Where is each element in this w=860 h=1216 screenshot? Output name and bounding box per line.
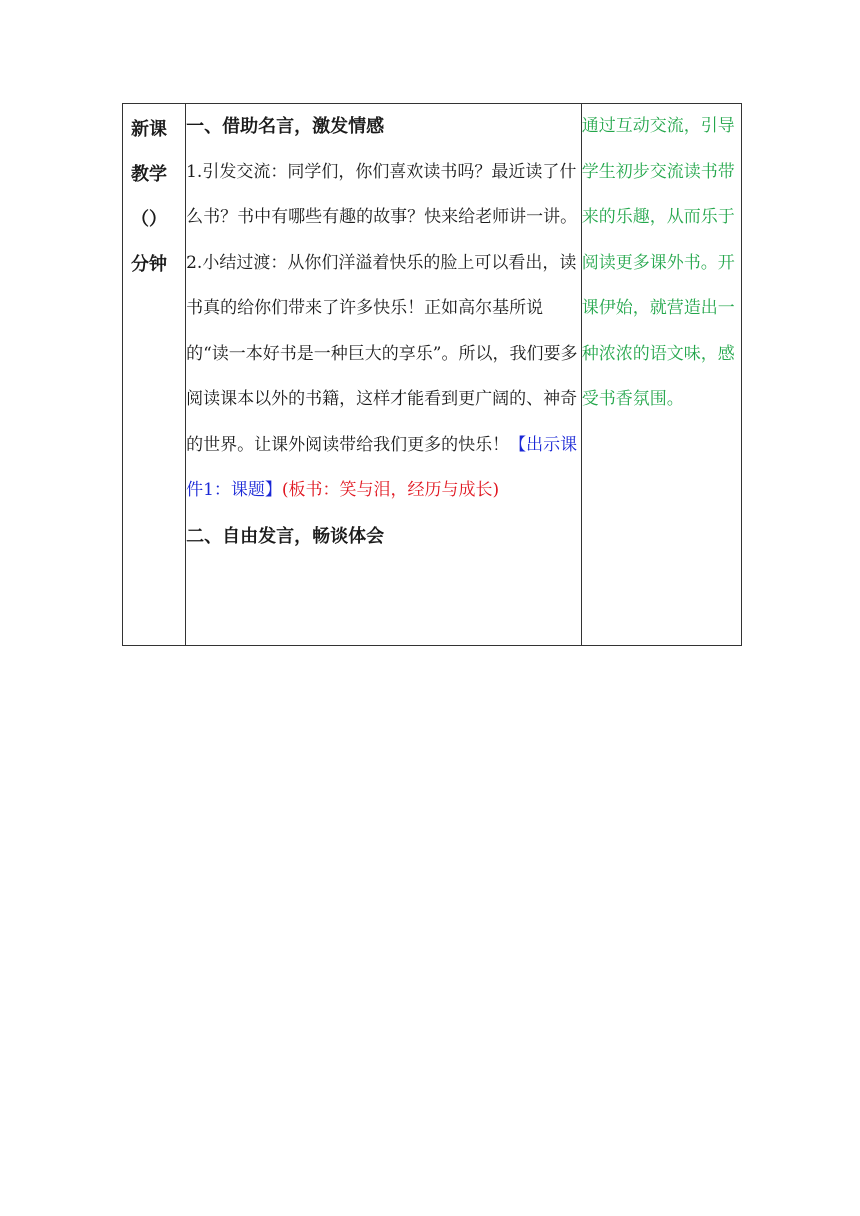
courseware-note: 【出示课件1：课题】 xyxy=(186,434,578,500)
paragraph-2 xyxy=(186,241,581,514)
lesson-plan-table xyxy=(122,103,742,646)
teaching-process-cell xyxy=(186,104,582,646)
paragraph-1: 1.引发交流：同学们，你们喜欢读书吗？最近读了什么书？书中有哪些有趣的故事？快来给老师讲一讲。 xyxy=(186,161,578,227)
stage-label: 新课教学（）分钟 xyxy=(131,119,167,275)
board-note: (板书：笑与泪，经历与成长) xyxy=(281,480,500,500)
stage-cell xyxy=(123,104,186,646)
section-2-title: 二、自由发言，畅谈体会 xyxy=(186,525,385,547)
design-intent-cell xyxy=(581,104,741,646)
section-1-title: 一、借助名言，激发情感 xyxy=(186,116,385,137)
design-intent-text: 通过互动交流，引导学生初步交流读书带来的乐趣，从而乐于阅读更多课外书。开课伊始，就营造出一种浓浓的语文味，感受书香氛围。 xyxy=(581,116,735,409)
table-row xyxy=(123,104,742,646)
paragraph-2-main: 2.小结过渡：从你们洋溢着快乐的脸上可以看出，读书真的给你们带来了许多快乐！正如高尔基所说的“读一本好书是一种巨大的享乐”。所以，我们要多阅读课本以外的书籍，这样才能看到更广阔的、神奇的世界。让课外阅读带给我们更多的快乐！ xyxy=(186,252,578,455)
